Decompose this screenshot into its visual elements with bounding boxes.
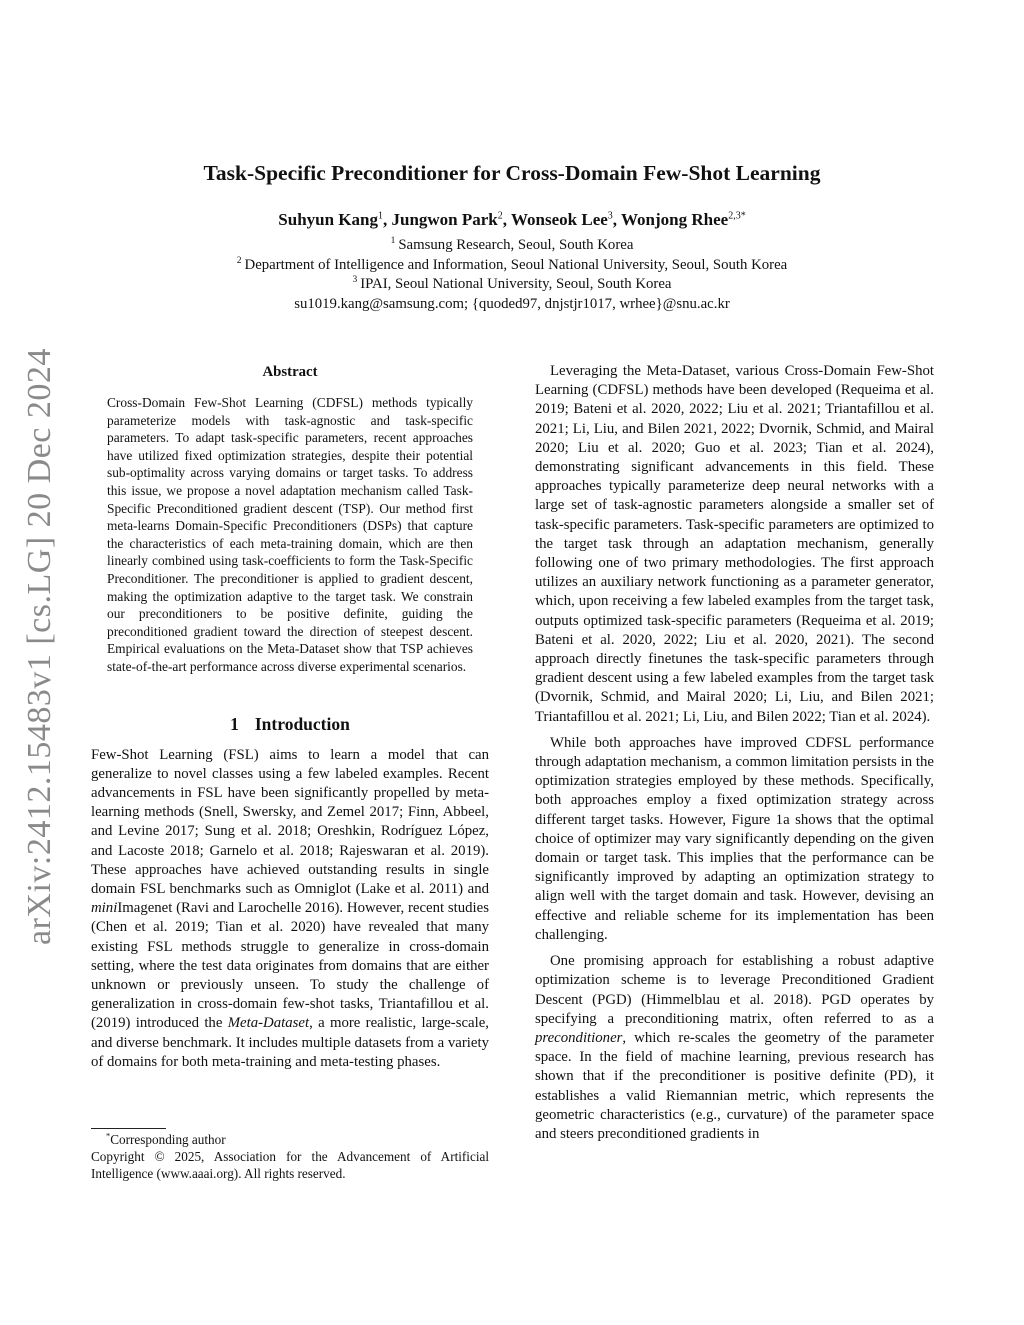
left-column — [91, 362, 489, 1072]
intro-paragraph-1 — [91, 746, 489, 1072]
author-affiliation-mark: 2 — [497, 210, 503, 222]
paragraph-text: , a more realistic, large-scale, and diverse benchmark. It includes multiple datasets from a variety of domains for both meta-training and meta-testing phases. — [91, 1015, 489, 1070]
section-title: Introduction — [254, 713, 350, 734]
affiliation-list — [0, 236, 1024, 314]
affiliation-mark: 3 — [352, 275, 358, 286]
author-name: Wonjong Rhee — [620, 210, 729, 229]
author-affiliation-mark: 1 — [377, 210, 383, 222]
italic-term: preconditioner — [535, 1029, 623, 1046]
abstract-heading: Abstract — [262, 364, 318, 380]
arxiv-identifier-stamp: arXiv:2412.15483v1 [cs.LG] 20 Dec 2024 — [21, 348, 58, 945]
abstract-text: Cross-Domain Few-Shot Learning (CDFSL) methods typically parameterize models with task-agnostic and task-specific parameters. To adapt task-specific parameters, recent approaches have utilized fixed optimization strategies, despite their potential sub-optimality across varying domains or target tasks. To address this issue, we propose a novel adaptation mechanism called Task-Specific Preconditioned gradient descent (TSP). Our method first meta-learns Domain-Specific Preconditioners (DSPs) that capture the characteristics of each meta-training domain, which are then linearly combined using task-coefficients to form the Task-Specific Preconditioner. The preconditioner is applied to gradient descent, making the optimization adaptive to the target task. We constrain our preconditioners to be positive definite, guiding the preconditioned gradient toward the direction of steepest descent. Empirical evaluations on the Meta-Dataset show that TSP achieves state-of-the-art performance across diverse experimental scenarios. — [107, 395, 473, 674]
intro-paragraph-2: Leveraging the Meta-Dataset, various Cross-Domain Few-Shot Learning (CDFSL) methods have been developed (Requeima et al. 2019; Bateni et al. 2020, 2022; Liu et al. 2021; Triantafillou et al. 2021; Li, Liu, and Bilen 2021, 2022; Dvornik, Schmid, and Mairal 2020; Liu et al. 2020; Guo et al. 2023; Tian et al. 2024), demonstrating significant advancements in this field. These approaches typically parameterize deep neural networks with a large set of task-agnostic parameters alongside a smaller set of task-specific parameters. Task-specific parameters are optimized to the target task through an adaptation mechanism, generally following one of two primary methodologies. The first approach utilizes an auxiliary network functioning as a parameter generator, which, upon receiving a few labeled examples from the target task, outputs optimized task-specific parameters (Requeima et al. 2019; Bateni et al. 2020, 2022; Liu et al. 2020, 2021). The second approach directly finetunes the task-specific parameters through gradient descent using a few labeled examples from the target task (Dvornik, Schmid, and Mairal 2020; Li, Liu, and Bilen 2021; Triantafillou et al. 2021; Li, Liu, and Bilen 2022; Tian et al. 2024). — [535, 363, 934, 725]
intro-paragraph-3: While both approaches have improved CDFSL performance through adaptation mechanism, a common limitation persists in the optimization strategies employed by these methods. Specifically, both approaches employ a fixed optimization strategy across different target tasks. However, Figure 1a shows that the optimal choice of optimizer may vary significantly depending on the given domain or target task. This implies that the performance can be significantly improved by adapting an optimization strategy to align well with the target domain and task. However, devising an effective and reliable scheme for its implementation has been challenging. — [535, 734, 934, 943]
affiliation-text: Department of Intelligence and Information, Seoul National University, Seoul, South Korea — [244, 256, 788, 273]
author-affiliation-mark: 3 — [607, 210, 613, 222]
author-name: Jungwon Park — [391, 210, 498, 229]
footnote-text: Corresponding author — [110, 1132, 226, 1147]
paragraph-text: Imagenet (Ravi and Larochelle 2016). However, recent studies (Chen et al. 2019; Tian et al. 2020) have revealed that many existing FSL methods struggle to generalize in cross-domain setting, where the test data originates from domains that are either unknown or previously unseen. To study the challenge of generalization in cross-domain few-shot tasks, Triantafillou et al. (2019) introduced the — [91, 900, 489, 1032]
corresponding-author-note — [91, 1131, 489, 1148]
intro-paragraph-4 — [535, 952, 934, 1144]
footnote-block — [91, 1128, 489, 1182]
paragraph-text: One promising approach for establishing a robust adaptive optimization scheme is to leverage Preconditioned Gradient Descent (PGD) (Himmelblau et al. 2018). PGD operates by specifying a preconditioning matrix, often referred to as a — [535, 953, 934, 1027]
footnote-divider — [91, 1128, 166, 1129]
paper-title: Task-Specific Preconditioner for Cross-Domain Few-Shot Learning — [203, 161, 821, 185]
author-name: Suhyun Kang — [278, 210, 378, 229]
affiliation-line — [0, 236, 1024, 256]
copyright-notice: Copyright © 2025, Association for the Advancement of Artificial Intelligence (www.aaai.org). All rights reserved. — [91, 1149, 489, 1181]
italic-term: Meta-Dataset — [227, 1015, 310, 1032]
affiliation-mark: 1 — [390, 236, 396, 247]
paragraph-text: Few-Shot Learning (FSL) aims to learn a model that can generalize to novel classes using a few labeled examples. Recent advancements in FSL have been significantly propelled by meta-learning methods (Snell, Swersky, and Zemel 2017; Finn, Abbeel, and Levine 2017; Sung et al. 2018; Oreshkin, Rodríguez López, and Lacoste 2018; Garnelo et al. 2018; Rajeswaran et al. 2019). These approaches have achieved outstanding results in single domain FSL benchmarks such as Omniglot (Lake et al. 2011) and — [91, 746, 489, 897]
affiliation-line — [0, 275, 1024, 295]
section-number: 1 — [230, 713, 239, 734]
affiliation-line — [0, 256, 1024, 276]
section-heading-introduction — [91, 712, 489, 736]
paragraph-text: , which re-scales the geometry of the parameter space. In the field of machine learning, previous research has shown that if the preconditioner is positive definite (PD), it establishes a valid Riemannian metric, which represents the geometric characteristics (e.g., curvature) of the parameter space and steers preconditioned gradients in — [535, 1029, 934, 1142]
author-name: Wonseok Lee — [510, 210, 608, 229]
affiliation-text: Samsung Research, Seoul, South Korea — [398, 237, 634, 253]
author-affiliation-mark: 2,3* — [728, 210, 746, 222]
footnote-mark: * — [106, 1130, 111, 1141]
author-list: Suhyun Kang$^1$, Jungwon Park$^2$, Wonseok Lee$^3$, Wonjong Rhee$^{2,3*}$ — [278, 210, 746, 229]
affiliation-mark: 2 — [236, 255, 242, 266]
paper-header — [0, 156, 1024, 314]
author-emails: su1019.kang@samsung.com; {quoded97, dnjstjr1017, wrhee}@snu.ac.kr — [294, 295, 730, 312]
right-column — [535, 362, 934, 1144]
affiliation-text: IPAI, Seoul National University, Seoul, South Korea — [360, 276, 672, 293]
italic-term: mini — [91, 900, 118, 917]
